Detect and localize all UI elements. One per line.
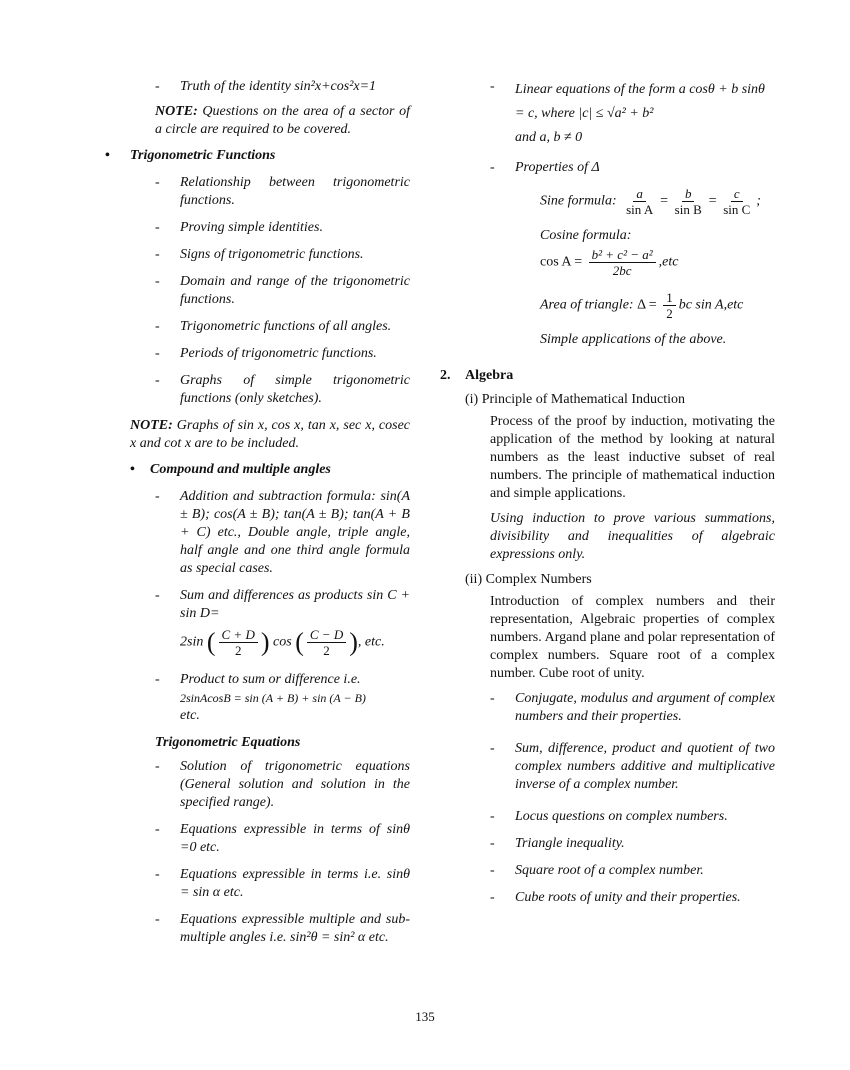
list-item: - Truth of the identity sin²x+cos²x=1 — [155, 79, 377, 94]
list-item: - Sum, difference, product and quotient of two complex numbers additive and multiplicative inverse of a complex number. — [490, 741, 775, 792]
list-item: - Domain and range of the trigonometric functions. — [155, 274, 410, 307]
list-item: - Cube roots of unity and their properties. — [490, 890, 741, 905]
trig-functions-list — [130, 174, 410, 408]
cosine-formula: cos A = $\frac{\text{b² + c² − a²}}{2bc}$ ,etc — [540, 247, 679, 278]
list-item: - Signs of trigonometric functions. — [155, 247, 364, 262]
list-item: - Proving simple identities. — [155, 220, 323, 235]
right-column — [440, 78, 775, 916]
list-item: - Graphs of simple trigonometric functions (only sketches). — [155, 373, 410, 406]
paragraph: Using induction to prove various summations, divisibility and inequalities of algebraic expressions only. — [490, 511, 775, 562]
list-item: - Properties of Δ — [490, 160, 600, 175]
identity-item: Truth of the identity sin²x+cos²x=1 — [180, 79, 377, 94]
list-item: - Conjugate, modulus and argument of complex numbers and their properties. — [490, 691, 775, 724]
heading-trig-equations: Trigonometric Equations — [155, 735, 301, 750]
heading-trig-functions: • Trigonometric Functions — [105, 148, 276, 163]
trig-equations-list — [130, 758, 410, 947]
simple-applications: Simple applications of the above. — [540, 332, 727, 347]
heading-compound-angles: • Compound and multiple angles — [130, 462, 331, 477]
page-number: 135 — [415, 1009, 435, 1024]
list-item: - Locus questions on complex numbers. — [490, 809, 728, 824]
subsection-complex-numbers: (ii) Complex Numbers — [465, 572, 592, 587]
list-item: - Trigonometric functions of all angles. — [155, 319, 392, 334]
list-item: - Equations expressible multiple and sub- multiple angles i.e. sin²θ = sin² α etc. — [155, 912, 410, 945]
section-heading-algebra: 2. Algebra — [440, 368, 514, 383]
paragraph: Process of the proof by induction, motivating the application of the method by looking at natural numbers as the least inductive subset of real numbers. The principle of mathematical induction and simple applications. — [490, 414, 775, 501]
left-column — [105, 78, 410, 956]
complex-numbers-list — [440, 690, 775, 907]
list-item: - Solution of trigonometric equations (General solution and solution in the specified range). — [155, 759, 410, 810]
note-sector: NOTE: Questions on the area of a sector of a circle are required to be covered. — [155, 104, 410, 137]
list-item: - Relationship between trigonometric functions. — [155, 175, 410, 208]
sine-formula: Sine formula: $\frac{a}{\text{sin A}}$ = $\frac{b}{\text{sin B}}$ = $\frac{c}{\text{sin C}}$ ; — [540, 186, 761, 217]
subsection-induction: (i) Principle of Mathematical Induction — [465, 392, 686, 407]
list-item: - Sum and differences as products sin C + sin D= 2sin ( $\frac{C + D}{2}$ ) cos ( $\frac{C - D}{2}$ ), etc. — [155, 588, 410, 658]
cosine-formula-label: Cosine formula: — [540, 228, 632, 243]
list-item: - Addition and subtraction formula: sin(A ± B); cos(A ± B); tan(A ± B); tan(A + B + C) etc., Double angle, triple angle, half angle and one third angle formula as special cases. — [155, 489, 410, 576]
area-formula: Area of triangle: Δ = $\frac{1}{2}$ bc sin A,etc — [540, 290, 744, 321]
note-graphs: NOTE: Graphs of sin x, cos x, tan x, sec x, cosec x and cot x are to be included. — [130, 418, 410, 451]
list-item: - Triangle inequality. — [490, 836, 625, 851]
list-item: - Equations expressible in terms i.e. sinθ = sin α etc. — [155, 867, 410, 900]
list-item: - Periods of trigonometric functions. — [155, 346, 377, 361]
list-item: - Linear equations of the form a cosθ + b sinθ = c, where |c| ≤ √a² + b² and a, b ≠ 0 — [490, 79, 765, 145]
paragraph: Introduction of complex numbers and their representation, Algebraic properties of complex numbers. Argand plane and polar representation of complex numbers. Square root of a complex number. Cube root of unity. — [490, 594, 775, 681]
list-item: - Square root of a complex number. — [490, 863, 704, 878]
list-item: - Product to sum or difference i.e. 2sinAcosB = sin (A + B) + sin (A − B) etc. — [155, 672, 366, 723]
sum-to-product-formula: 2sin ( $\frac{C + D}{2}$ ) cos ( $\frac{C - D}{2}$ ), etc. — [180, 627, 385, 658]
list-item: - Equations expressible in terms of sinθ =0 etc. — [155, 822, 410, 855]
